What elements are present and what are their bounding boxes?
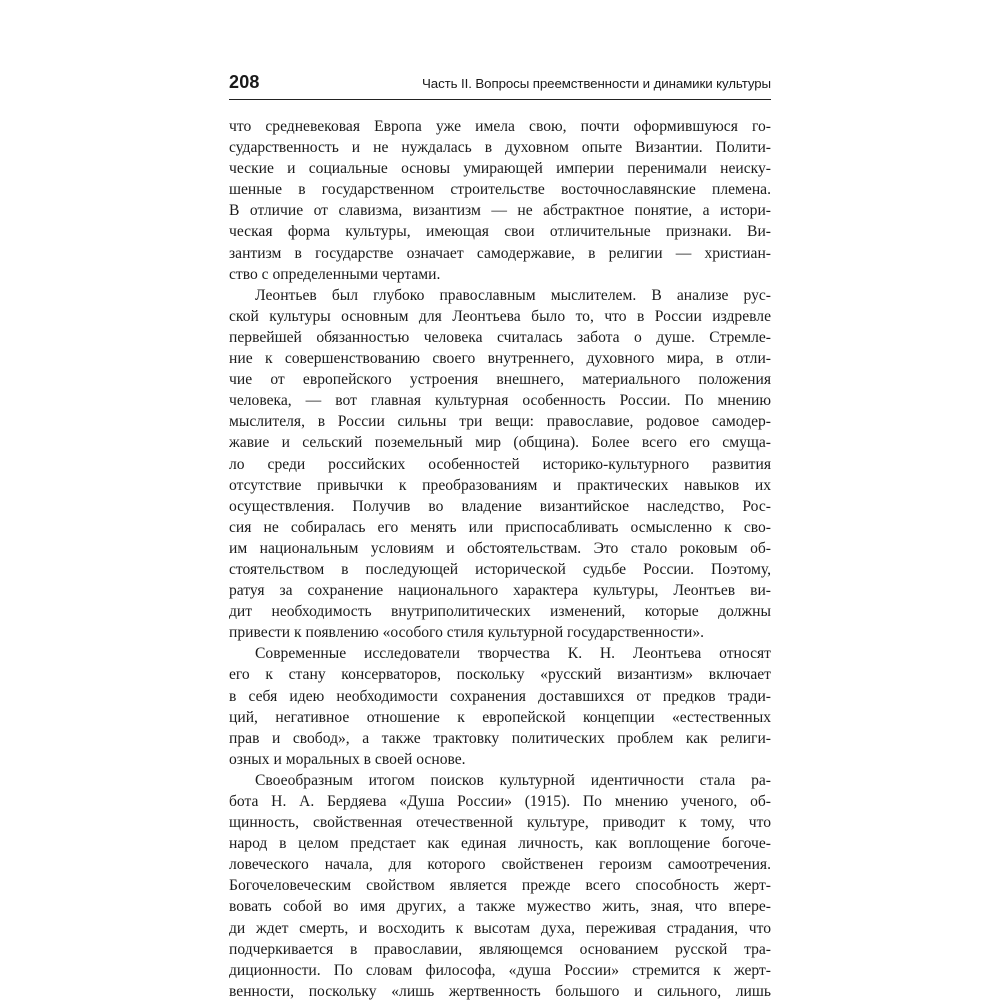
text-line: Современные исследователи творчества К. Н. Леонтьева относят [255, 645, 771, 663]
text-line: мыслителя, в России сильны три вещи: православие, родовое самодер- [229, 413, 771, 431]
chapter-title: Часть II. Вопросы преемственности и динамики культуры [422, 76, 771, 91]
text-line: вовать собой во имя других, а также мужество жить, зная, что впере- [229, 898, 771, 916]
text-line: сударственность и не нуждалась в духовном опыте Византии. Полити- [229, 139, 771, 157]
text-line: сия не собиралась его менять или приспосабливать осмысленно к сво- [229, 518, 771, 536]
page-number: 208 [229, 72, 260, 92]
text-line: привести к появлению «особого стиля культурной государственности». [229, 624, 705, 642]
text-line: шенные в государственном строительстве восточнославянские племена. [229, 181, 771, 199]
text-line: зантизм в государстве означает самодержавие, в религии — христиан- [229, 244, 771, 262]
text-line: ние к совершенствованию своего внутреннего, духовного мира, в отли- [229, 350, 771, 368]
text-line: В отличие от славизма, византизм — не абстрактное понятие, а истори- [229, 202, 771, 220]
text-line: венности, поскольку «лишь жертвенность большого и сильного, лишь [229, 982, 771, 1000]
text-line: Своеобразным итогом поисков культурной идентичности стала ра- [255, 771, 771, 789]
text-line: ди ждет смерть, и восходить к высотам духа, переживая страдания, что [229, 919, 771, 937]
book-page [229, 72, 771, 1002]
text-line: отсутствие привычки к преобразованиям и практических навыков их [229, 476, 771, 494]
text-line: человека, — вот главная культурная особенность России. По мнению [229, 392, 771, 410]
text-line: народ в целом предстает как единая личность, как воплощение богоче- [229, 835, 771, 853]
running-header [229, 72, 771, 100]
text-line: ций, негативное отношение к европейской концепции «естественных [229, 708, 771, 726]
body-text [229, 116, 771, 1002]
text-line: ратуя за сохранение национального характера культуры, Леонтьев ви- [229, 582, 771, 600]
text-line: озных и моральных в своей основе. [229, 750, 466, 768]
text-line: щинность, свойственная отечественной культуре, приводит к тому, что [229, 814, 771, 832]
text-line: бота Н. А. Бердяева «Душа России» (1915). По мнению ученого, об- [229, 793, 771, 810]
text-line: ческая форма культуры, имеющая свои отличительные признаки. Ви- [229, 223, 771, 241]
text-line: им национальным условиям и обстоятельствам. Это стало роковым об- [229, 539, 771, 557]
text-line: в себя идею необходимости сохранения доставшихся от предков тради- [229, 687, 771, 705]
text-line: первейшей обязанностью человека считалась забота о душе. Стремле- [229, 328, 771, 346]
text-line: что средневековая Европа уже имела свою, почти оформившуюся го- [229, 118, 771, 135]
text-line: прав и свобод», а также трактовку политических проблем как религи- [229, 729, 771, 747]
text-line: стоятельством в последующей исторической судьбе России. Поэтому, [229, 560, 771, 578]
text-line: его к стану консерваторов, поскольку «русский византизм» включает [229, 666, 771, 684]
text-line: ской культуры основным для Леонтьева было то, что в России издревле [229, 307, 771, 325]
text-line: Богочеловеческим свойством является прежде всего способность жерт- [229, 877, 771, 895]
text-line: диционности. По словам философа, «душа России» стремится к жерт- [229, 961, 771, 979]
text-line: ло среди российских особенностей историко-культурного развития [229, 455, 771, 473]
text-line: подчеркивается в православии, являющемся основанием русской тра- [229, 940, 771, 958]
text-line: дит необходимость внутриполитических изменений, которые должны [229, 603, 771, 621]
text-line: ство с определенными чертами. [229, 265, 441, 283]
text-line: ческие и социальные основы умирающей империи перенимали неиску- [229, 160, 771, 178]
text-line: осуществления. Получив во владение византийское наследство, Рос- [229, 497, 771, 515]
text-line: чие от европейского устроения внешнего, материального положения [229, 371, 771, 389]
text-line: ловеческого начала, для которого свойственен героизм самоотречения. [229, 856, 771, 874]
text-line: Леонтьев был глубоко православным мыслителем. В анализе рус- [255, 286, 771, 304]
text-line: жавие и сельский поземельный мир (община). Более всего его смуща- [229, 434, 771, 452]
